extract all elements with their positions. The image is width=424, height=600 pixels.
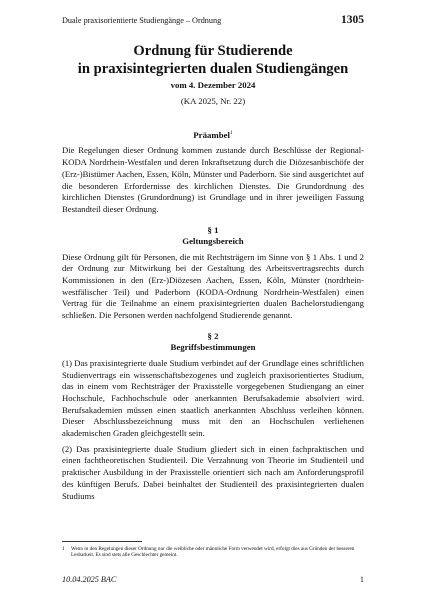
title-block — [62, 42, 364, 106]
document-title-line-2: in praxisintegrierten dualen Studiengängen — [77, 61, 349, 77]
page-number-top: 1305 — [341, 14, 364, 26]
document-body — [62, 128, 364, 502]
section-2-paragraph-2: (2) Das praxisintegrierte duale Studium gliedert sich in einen fachpraktischen und einen fachtheoretischen Studienteil. Die Verzahnung von Theorie im Studienteil und praktischer Ausbildung in der Praxisstelle orientiert sich nach am Anforderungsprofil des künftigen Berufs. Dabei beinhaltet der Studienteil des praxisintegrierten dualen Studiums — [62, 443, 364, 501]
section-1-number: § 1 — [207, 224, 219, 235]
preamble-heading-text: Präambel — [193, 129, 230, 140]
section-1-text: Diese Ordnung gilt für Personen, die mit Rechtsträgern im Sinne von § 1 Abs. 1 und 2 der Ordnung zur Mitwirkung bei der Gestaltung des Arbeitsvertragsrechts durch Kommissionen in den (Erz-)Diözesen Aachen, Essen, Köln, Münster (nordrhein-westfälischer Teil) und Paderborn (KODA-Ordnung Nordrhein-Westfalen) einen Vertrag für die Teilnahme an einem praxisintegrierten dualen Bachelorstudiengang schließen. Die Personen werden nachfolgend Studierende genannt. — [62, 251, 364, 321]
document-title-line-1: Ordnung für Studierende — [133, 43, 293, 59]
footnote-mark: 1 — [62, 546, 65, 552]
preamble-footnote-mark: 1 — [229, 130, 233, 136]
document-reference: (KA 2025, Nr. 22) — [180, 96, 246, 106]
footnote-text: Wenn in den Regelungen dieser Ordnung nur die weibliche oder männliche Form verwendet wird, erfolgt dies aus Gründen der besseren Lesbarkeit. Es sind stets alle Geschlechter gemeint. — [71, 546, 355, 559]
page-footer — [62, 575, 364, 587]
section-1-heading: Geltungsbereich — [182, 236, 244, 247]
running-title: Duale praxisorientierte Studiengänge – Ordnung — [62, 16, 222, 25]
footnote-divider — [62, 541, 142, 542]
running-header — [62, 14, 364, 28]
section-2-number: § 2 — [207, 330, 219, 341]
footnote — [62, 546, 364, 559]
section-2-paragraph-1: (1) Das praxisintegrierte duale Studium verbindet auf der Grundlage eines schriftlichen Studienvertrags ein wissenschaftsbezogenes und zugleich praxisorientiertes Studium, das in einem vom Rechtsträger der Praxisstelle vorgegebenen Studiengang an einer Hochschule, Fachhochschule oder anerkannten Berufsakademie absolviert wird. Berufsakademien müssen einen staatlich anerkannten Abschluss verleihen können. Dieser Abschlussbezeichnung muss mit den an Hochschulen verliehenen akademischen Graden gleichgestellt sein. — [62, 357, 364, 439]
preamble-text: Die Regelungen dieser Ordnung kommen zustande durch Beschlüsse der Regional-KODA Nordrhein-Westfalen und deren Inkraftsetzung durch die Diözesanbischöfe der (Erz-)Bistümer Aachen, Essen, Köln, Münster und Paderborn. Sie sind ausgerichtet auf die besonderen Erfordernisse des kirchlichen Dienstes. Die Grundordnung des kirchlichen Dienstes (Grundordnung) ist Grundlage und in ihrer jeweiligen Fassung Bestandteil dieser Ordnung. — [62, 145, 364, 214]
section-2-heading: Begriffsbestimmungen — [170, 342, 256, 353]
footer-date-code: 10.04.2025 BAC — [62, 575, 117, 584]
footer-page-number: 1 — [359, 575, 364, 584]
preamble-heading — [62, 128, 364, 141]
document-date: vom 4. Dezember 2024 — [170, 80, 256, 90]
